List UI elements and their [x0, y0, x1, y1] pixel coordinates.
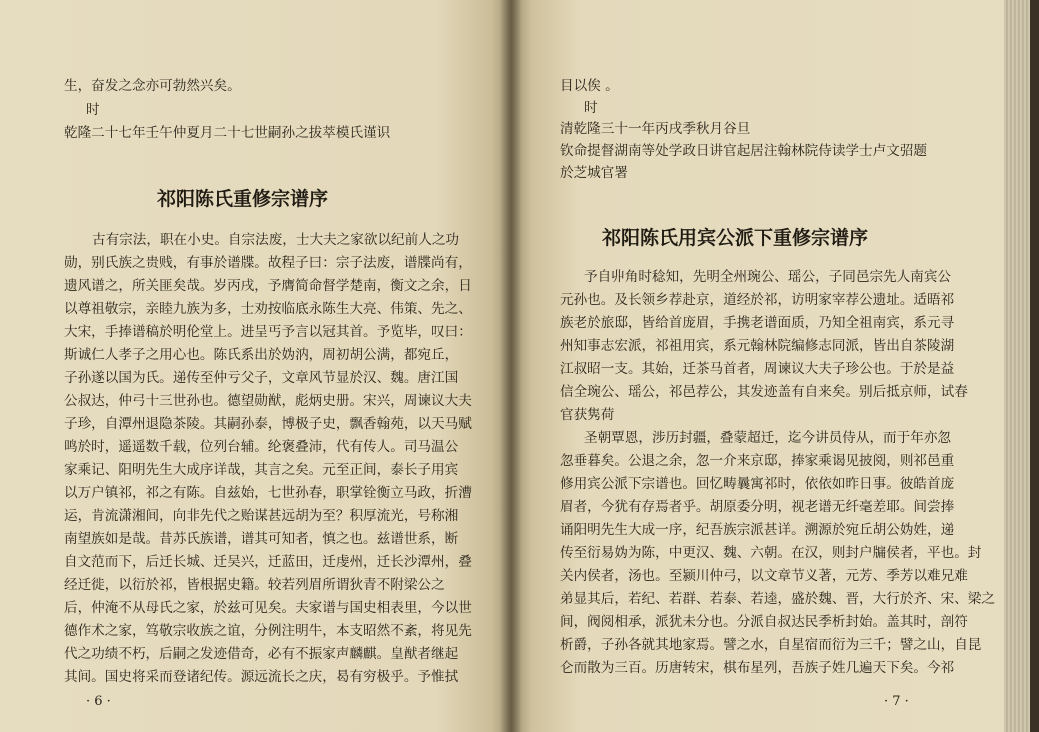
left-line-top-2: 时: [86, 102, 100, 118]
right-line-top-1: 目以俟 。: [560, 78, 619, 94]
left-body-line-14: 南望族如是哉。昔苏氏族谱，谱其可知者，慎之也。兹谱世系，断: [64, 531, 459, 547]
right-line-top-4: 钦命提督湖南等处学政日讲官起居注翰林院侍读学士卢文弨题: [560, 143, 928, 159]
left-body-line-11: 家乘记、阳明先生大成序详哉，其言之矣。元至正间，泰长子用宾: [64, 462, 459, 478]
right-body-line-6: 信全琬公、瑶公，祁邑荐公，其发迹盖有自来矣。别后抵京师，试春: [560, 384, 968, 400]
right-body-line-18: 仑而散为三百。历唐转宋，棋布星列，吾族子姓几遍天下矣。今祁: [560, 660, 955, 676]
right-body-line-9: 忽垂暮矣。公退之余，忽一介来京邸，捧家乘谒见披阅，则祁邑重: [560, 453, 955, 469]
left-page-title: 祁阳陈氏重修宗谱序: [157, 188, 329, 210]
right-body-line-17: 析爵，子孙各就其地家焉。譬之水，自星宿而衍为三千；譬之山，自昆: [560, 637, 982, 653]
right-body-line-1: 予自丱角时稔知，先明全州琬公、瑶公，子同邑宗先人南宾公: [584, 269, 952, 285]
left-body-line-7: 子孙遂以国为氏。递传至仲亏父子，文章风节显於汉、魏。唐江国: [64, 370, 459, 386]
right-page-title: 祁阳陈氏用宾公派下重修宗谱序: [602, 227, 869, 249]
left-line-top-3: 乾隆二十七年壬午仲夏月二十七世嗣孙之拔萃模氏谨识: [64, 125, 391, 141]
right-line-top-3: 清乾隆三十一年丙戌季秋月谷旦: [560, 121, 751, 137]
right-body-line-11: 眉者，今犹有存焉者乎。胡原委分明，视老谱无纤毫差耶。间尝捧: [560, 499, 955, 515]
left-body-line-3: 遗风谱之，所关匪矣哉。岁丙戌，予膺简命督学楚南，衡文之余，日: [64, 278, 472, 294]
right-body-line-15: 弟显其后，若纪、若群、若泰、若逵，盛於魏、晋，大行於齐、宋、梁之: [560, 591, 995, 607]
left-body-line-15: 自文范而下，后迁长城、迁吴兴，迁蓝田，迁虔州，迁长沙潭州，叠: [64, 554, 472, 570]
book-cover-edge: [1030, 0, 1039, 732]
right-line-top-2: 时: [584, 100, 598, 116]
book-gutter: [500, 0, 522, 732]
right-body-line-16: 间，阀阅相承，派犹未分也。分派自叔达民季析封始。盖其时，剖符: [560, 614, 968, 630]
right-body-line-14: 关内侯者，汤也。至颍川仲弓，以文章节义著，元芳、季芳以难兄难: [560, 568, 968, 584]
left-page: [0, 0, 512, 732]
right-body-line-3: 族老於旅邸，皆给首庞眉，手携老谱面质，乃知全祖南宾，系元寻: [560, 315, 955, 331]
left-body-line-10: 鸣於时，遥遥数千载，位列台辅。纶褒叠沛，代有传人。司马温公: [64, 439, 459, 455]
left-body-line-17: 后，仲淹不从母氏之家，於兹可见矣。夫家谱与国史相表里，今以世: [64, 600, 472, 616]
left-body-line-13: 运，肯流潇湘间，向非先代之贻谋甚远胡为至？积厚流光，号称湘: [64, 508, 459, 524]
left-body-line-19: 代之功绩不朽，后嗣之发迹借奇，必有不振家声麟麒。皇猷者继起: [64, 646, 459, 662]
right-body-line-10: 修用宾公派下宗谱也。回忆畴曩寓祁时，依依如昨日事。彼皓首庞: [560, 476, 955, 492]
right-body-line-8: 圣朝覃恩，涉历封疆，叠蒙超迁，迄今讲员侍从，而于年亦忽: [584, 430, 952, 446]
left-body-line-5: 大宋，手捧谱稿於明伦堂上。进呈丐予言以冠其首。予览毕，叹曰：: [64, 324, 472, 340]
right-page-number: · 7 ·: [884, 694, 909, 709]
right-body-line-2: 元孙也。及长领乡荐赴京，道经於祁，访明家宰荐公遗址。适晤祁: [560, 292, 955, 308]
right-body-line-4: 州知事志宏派，祁祖用宾，系元翰林院编修志同派，皆出自茶陵湖: [560, 338, 955, 354]
right-body-line-5: 江叔昭一支。其始，迁茶马首者，周谏议大夫子珍公也。于於是益: [560, 361, 955, 377]
right-page: [512, 0, 1004, 732]
right-body-line-13: 传至衍易妫为陈，中更汉、魏、六朝。在汉，则封户牖侯者，平也。封: [560, 545, 982, 561]
left-body-line-1: 古有宗法，职在小史。自宗法废，士大夫之家欲以纪前人之功: [92, 232, 460, 248]
left-body-line-12: 以万户镇祁，祁之有陈。自兹始，七世孙春，职掌铨衡立马政，折漕: [64, 485, 472, 501]
left-body-line-20: 其间。国史将采而登诸纪传。源远流长之庆，曷有穷极乎。予惟拭: [64, 669, 459, 685]
left-body-line-8: 公叔达，仲弓十三世孙也。德望勋猷，彪炳史册。宋兴，周谏议大夫: [64, 393, 472, 409]
left-body-line-2: 勋，别氏族之贵贱，有事於谱牒。故程子曰：宗子法废，谱牒尚有，: [64, 255, 472, 271]
right-body-line-12: 诵阳明先生大成一序，纪吾族宗派甚详。溯源於宛丘胡公妫姓，递: [560, 522, 955, 538]
left-body-line-6: 斯诚仁人孝子之用心也。陈氏系出於妫汭，周初胡公满，都宛丘，: [64, 347, 459, 363]
left-body-line-4: 以尊祖敬宗，亲睦九族为多，士劝按临底永陈生大亮、伟策、先之、: [64, 301, 472, 317]
left-line-top-1: 生，奋发之念亦可勃然兴矣。: [64, 78, 241, 94]
right-line-top-5: 於芝城官署: [560, 165, 628, 181]
left-body-line-18: 德作术之家，笃敬宗收族之谊，分例注明牛，本支昭然不紊，将见先: [64, 623, 472, 639]
right-body-line-7: 官获隽荷: [560, 407, 615, 423]
left-page-number: · 6 ·: [86, 694, 111, 709]
left-body-line-16: 经迁徙，以衍於祁，皆根据史籍。较若列眉所谓狄青不附梁公之: [64, 577, 445, 593]
left-body-line-9: 子珍，自潭州退隐茶陵。其嗣孙泰，博极子史，飘香翰苑，以天马赋: [64, 416, 472, 432]
